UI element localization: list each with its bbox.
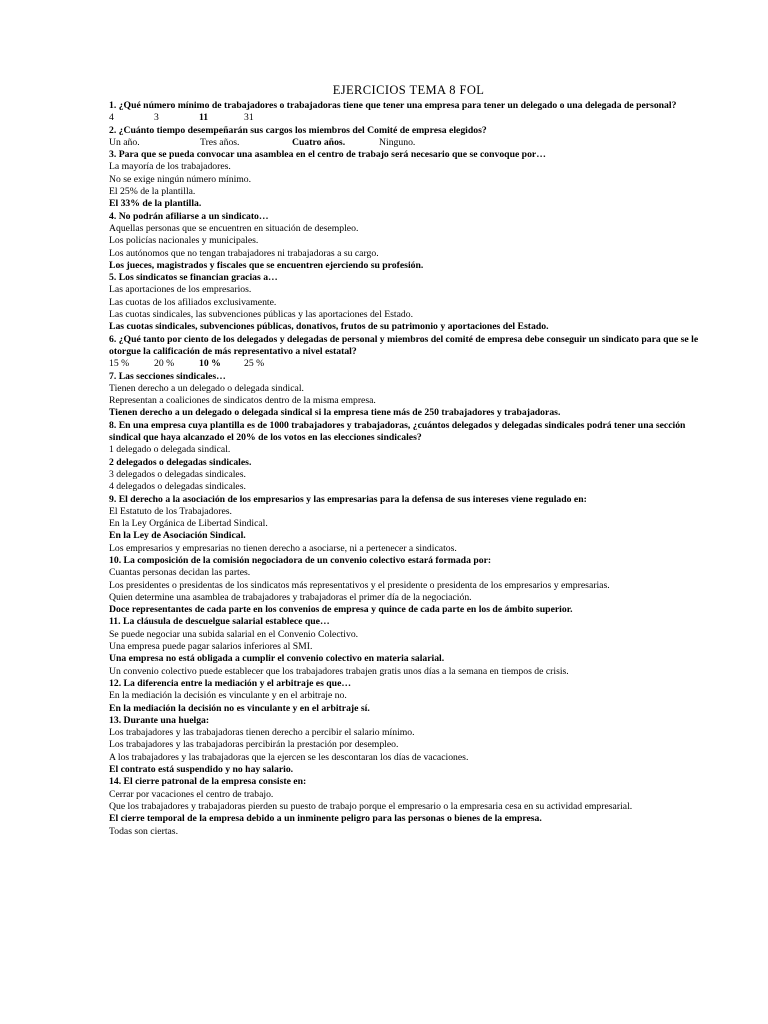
question-14: 14. El cierre patronal de la empresa consiste en: — [109, 776, 307, 788]
answer-correct: 2 delegados o delegadas sindicales. — [109, 456, 252, 468]
answer: En la Ley Orgánica de Libertad Sindical. — [109, 518, 268, 530]
option: 25 % — [244, 358, 265, 370]
option-correct: 10 % — [199, 358, 221, 370]
answer-correct: El contrato está suspendido y no hay salario. — [109, 764, 294, 776]
answer-correct: El cierre temporal de la empresa debido a un inminente peligro para las personas o bienes de la empresa. — [109, 813, 542, 825]
question-7: 7. Las secciones sindicales… — [109, 370, 226, 382]
question-3: 3. Para que se pueda convocar una asamblea en el centro de trabajo será necesario que se convoque por… — [109, 149, 546, 161]
answer: Un convenio colectivo puede establecer que los trabajadores trabajen gratis unos días a la semana en tiempos de crisis. — [109, 665, 569, 677]
option: 20 % — [154, 358, 175, 370]
answer-correct: Tienen derecho a un delegado o delegada sindical si la empresa tiene más de 250 trabajadores y trabajadoras. — [109, 407, 561, 419]
answer-correct: En la mediación la decisión no es vinculante y en el arbitraje sí. — [109, 702, 370, 714]
question-13: 13. Durante una huelga: — [109, 714, 210, 726]
option-correct: Cuatro años. — [292, 136, 346, 148]
answer: 1 delegado o delegada sindical. — [109, 444, 231, 456]
answer: Todas son ciertas. — [109, 825, 178, 837]
answer: 4 delegados o delegadas sindicales. — [109, 481, 246, 493]
option: Tres años. — [200, 136, 240, 148]
answer: Las cuotas de los afiliados exclusivamente. — [109, 296, 277, 308]
answer-correct: Una empresa no está obligada a cumplir el convenio colectivo en materia salarial. — [109, 653, 445, 665]
question-9: 9. El derecho a la asociación de los empresarios y las empresarias para la defensa de sus intereses viene regulado en: — [109, 493, 587, 505]
answer: Las cuotas sindicales, las subvenciones públicas y las aportaciones del Estado. — [109, 309, 413, 321]
question-2-options — [109, 137, 708, 149]
option-correct: 11 — [199, 112, 209, 124]
answer: Se puede negociar una subida salarial en el Convenio Colectivo. — [109, 628, 359, 640]
question-10: 10. La composición de la comisión negociadora de un convenio colectivo estará formada por: — [109, 554, 492, 566]
question-6-options — [109, 358, 708, 370]
question-4: 4. No podrán afiliarse a un sindicato… — [109, 210, 269, 222]
answer: Los autónomos que no tengan trabajadores ni trabajadoras a su cargo. — [109, 247, 379, 259]
answer: Las aportaciones de los empresarios. — [109, 284, 252, 296]
option: Un año. — [109, 136, 140, 148]
option: 31 — [244, 112, 254, 124]
answer: Que los trabajadores y trabajadoras pierden su puesto de trabajo porque el empresario o la empresaria cesa en su actividad empresarial. — [109, 800, 633, 812]
answer: El 25% de la plantilla. — [109, 186, 196, 198]
question-1: 1. ¿Qué número mínimo de trabajadores o trabajadoras tiene que tener una empresa para tener un delegado o una delegada de personal? — [109, 100, 677, 111]
question-12: 12. La diferencia entre la mediación y el arbitraje es que… — [109, 677, 352, 689]
option: 3 — [154, 112, 159, 124]
answer: Quien determine una asamblea de trabajadores y trabajadoras el primer día de la negociación. — [109, 591, 472, 603]
option: Ninguno. — [379, 136, 416, 148]
answer: A los trabajadores y las trabajadoras que la ejercen se les descontaran los días de vacaciones. — [109, 751, 469, 763]
answer: Una empresa puede pagar salarios inferiores al SMI. — [109, 641, 313, 653]
option: 15 % — [109, 358, 130, 370]
answer-correct: Los jueces, magistrados y fiscales que se encuentren ejerciendo su profesión. — [109, 259, 424, 271]
answer-correct: El 33% de la plantilla. — [109, 198, 202, 210]
answer-correct: En la Ley de Asociación Sindical. — [109, 530, 246, 542]
question-8: 8. En una empresa cuya plantilla es de 1000 trabajadores y trabajadoras, ¿cuántos delegados y delegadas sindicales podrá tener una sección sindical que haya alcanzado el 20% de los votos en las elecciones sindicales? — [109, 419, 686, 444]
answer: Representan a coaliciones de sindicatos dentro de la misma empresa. — [109, 395, 376, 407]
answer: Cuantas personas decidan las partes. — [109, 567, 251, 579]
question-5: 5. Los sindicatos se financian gracias a… — [109, 272, 278, 284]
answer: El Estatuto de los Trabajadores. — [109, 505, 232, 517]
answer: En la mediación la decisión es vinculante y en el arbitraje no. — [109, 690, 347, 702]
answer: 3 delegados o delegadas sindicales. — [109, 468, 246, 480]
answer: Tienen derecho a un delegado o delegada sindical. — [109, 382, 304, 394]
answer-correct: Doce representantes de cada parte en los convenios de empresa y quince de cada parte en los de ámbito superior. — [109, 604, 573, 616]
answer: La mayoría de los trabajadores. — [109, 161, 231, 173]
answer: Los presidentes o presidentas de los sindicatos más representativos y el presidente o presidenta de los empresarios y empresarias. — [109, 579, 610, 591]
answer: Cerrar por vacaciones el centro de trabajo. — [109, 788, 274, 800]
answer: Los policías nacionales y municipales. — [109, 235, 259, 247]
answer: Los trabajadores y las trabajadoras tienen derecho a percibir el salario mínimo. — [109, 727, 415, 739]
answer: Los empresarios y empresarias no tienen derecho a asociarse, ni a pertenecer a sindicatos. — [109, 542, 457, 554]
document-title: EJERCICIOS TEMA 8 FOL — [332, 83, 485, 97]
question-1-options — [109, 112, 708, 124]
answer: No se exige ningún número mínimo. — [109, 173, 252, 185]
question-2: 2. ¿Cuánto tiempo desempeñarán sus cargos los miembros del Comité de empresa elegidos? — [109, 124, 487, 136]
answer: Aquellas personas que se encuentren en situación de desempleo. — [109, 222, 359, 234]
question-6: 6. ¿Qué tanto por ciento de los delegados y delegadas de personal y miembros del comité de empresa debe conseguir un sindicato para que se le otorgue la calificación de más representativo a nivel estatal? — [109, 333, 699, 357]
question-11: 11. La cláusula de descuelgue salarial establece que… — [109, 616, 330, 628]
answer: Los trabajadores y las trabajadoras percibirán la prestación por desempleo. — [109, 739, 399, 751]
option: 4 — [109, 112, 114, 124]
answer-correct: Las cuotas sindicales, subvenciones públicas, donativos, frutos de su patrimonio y aportaciones del Estado. — [109, 321, 549, 333]
